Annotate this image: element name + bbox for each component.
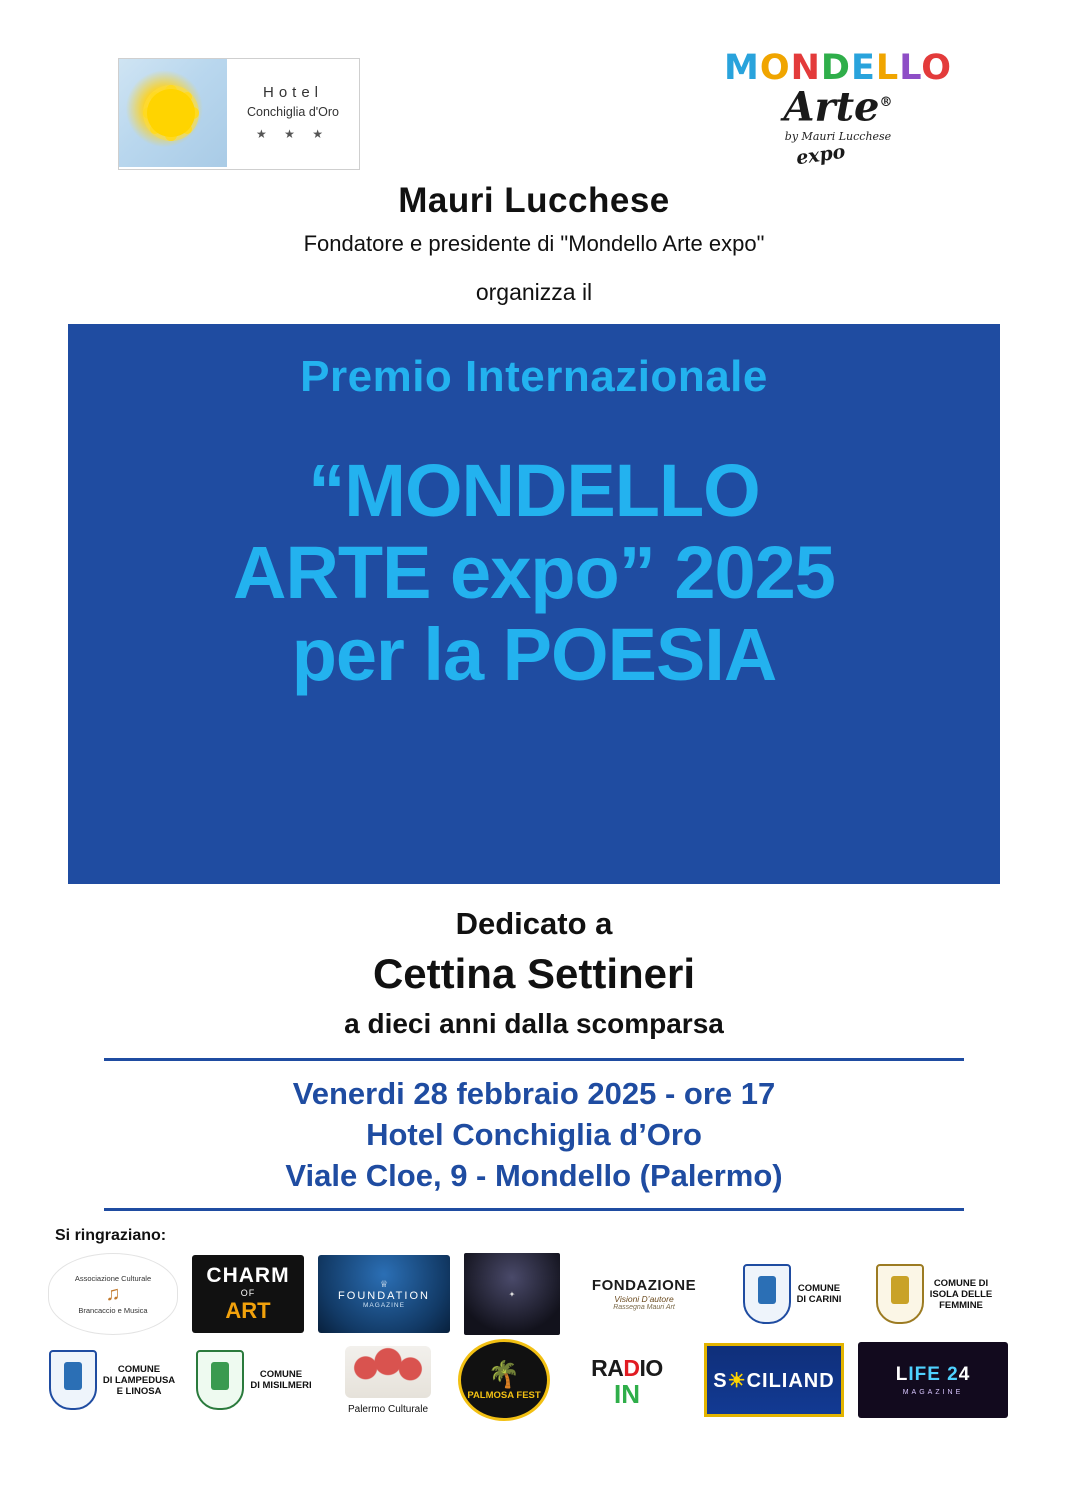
sponsor-label: MAGAZINE xyxy=(363,1302,405,1309)
sponsor-palmosa-fest xyxy=(458,1339,550,1421)
crest-icon xyxy=(196,1350,244,1410)
sponsor-label: FEMMINE xyxy=(939,1299,983,1311)
sponsor-label: CHARM xyxy=(206,1264,290,1287)
event-details xyxy=(0,1061,1068,1196)
sponsor-label-group xyxy=(930,1278,992,1311)
sponsor-dark-art-logo xyxy=(464,1253,560,1335)
sponsor-label: COMUNE DI xyxy=(933,1277,989,1289)
sponsor-charm-of-art xyxy=(192,1255,304,1333)
event-date: Venerdi 28 febbraio 2025 - ore 17 xyxy=(292,1076,776,1111)
hotel-conchiglia-logo xyxy=(118,58,360,170)
sponsor-label: Palermo Culturale xyxy=(347,1403,429,1415)
dedication-note: a dieci anni dalla scomparsa xyxy=(344,1008,724,1039)
mondello-letter: O xyxy=(921,48,953,88)
sponsor-label: RADIO xyxy=(591,1354,663,1381)
sponsor-comune-di-misilmeri xyxy=(190,1341,318,1419)
mondello-letter: E xyxy=(850,48,876,88)
sponsor-comune-di-lampedusa-e-linosa xyxy=(48,1341,176,1419)
cathedral-domes-icon xyxy=(345,1346,431,1398)
palm-tree-icon: 🌴 xyxy=(487,1359,521,1389)
crown-icon: ♕ xyxy=(379,1279,389,1289)
mondello-logo-expo: expo xyxy=(794,140,847,170)
sponsor-label: Brancaccio e Musica xyxy=(78,1305,148,1315)
divider-bottom xyxy=(104,1208,964,1211)
crest-icon xyxy=(49,1350,97,1410)
sponsor-radio-in xyxy=(564,1349,690,1411)
mondello-letter: N xyxy=(790,48,821,88)
sponsor-label: FOUNDATION xyxy=(338,1290,430,1302)
sponsor-label: COMUNE xyxy=(259,1369,303,1380)
sponsor-label: COMUNE xyxy=(797,1283,841,1294)
sponsor-label: FONDAZIONE xyxy=(591,1277,697,1294)
sponsor-logos xyxy=(0,1251,1068,1423)
sun-icon xyxy=(119,59,227,167)
sponsor-label: Associazione Culturale xyxy=(74,1273,152,1283)
event-venue: Hotel Conchiglia d’Oro xyxy=(366,1117,702,1152)
sponsor-row xyxy=(48,1337,1020,1423)
sponsor-label-group xyxy=(797,1283,842,1305)
sponsor-fondazione-visioni-dautore xyxy=(574,1256,714,1332)
mondello-letter: L xyxy=(899,48,922,88)
sponsor-siciliand xyxy=(704,1343,844,1417)
organizer-name: Mauri Lucchese xyxy=(398,181,670,220)
mondello-logo-byline: by Mauri Lucchese xyxy=(784,130,892,144)
dedication-to: Dedicato a xyxy=(455,906,613,941)
sponsor-label: DI CARINI xyxy=(796,1294,842,1305)
sponsor-row xyxy=(48,1251,1020,1337)
sponsor-label: Rassegna Mauri Art xyxy=(613,1304,675,1311)
sponsor-foundation-magazine xyxy=(318,1255,450,1333)
top-logo-bar xyxy=(0,0,1068,175)
sponsors-thanks-label: Si ringraziano: xyxy=(55,1227,167,1244)
event-address: Viale Cloe, 9 - Mondello (Palermo) xyxy=(285,1158,783,1193)
sponsor-life24-magazine xyxy=(858,1342,1008,1418)
award-banner xyxy=(68,324,1000,884)
mondello-letter: D xyxy=(820,48,851,88)
sponsor-label: Visioni D’autore xyxy=(614,1294,674,1304)
sponsor-label: DI MISILMERI xyxy=(250,1380,312,1391)
sponsor-label: IN xyxy=(614,1378,640,1409)
organizes-label: organizza il xyxy=(475,279,593,305)
sponsor-palermo-culturale xyxy=(332,1339,444,1421)
sponsor-label-group xyxy=(103,1364,175,1397)
award-title-line-1: “MONDELLO xyxy=(308,449,760,532)
sponsor-label: LIFE 24 xyxy=(895,1364,971,1385)
hotel-logo-subtitle: Conchiglia d'Oro xyxy=(246,104,340,119)
hotel-logo-stars: ★ ★ ★ xyxy=(256,126,330,141)
sponsor-label: S☀CILIAND xyxy=(713,1369,835,1392)
mondello-letter: O xyxy=(759,48,791,88)
crest-icon xyxy=(743,1264,791,1324)
sparkle-icon: ✦ xyxy=(508,1289,516,1299)
sponsor-label-group xyxy=(250,1369,311,1391)
sponsor-label: ISOLA DELLE xyxy=(929,1288,993,1300)
registered-mark: ® xyxy=(879,95,893,110)
hotel-logo-name: Hotel xyxy=(262,83,324,101)
mondello-letter: L xyxy=(875,48,900,88)
music-note-icon: ♫ xyxy=(105,1282,121,1305)
sponsor-comune-di-carini xyxy=(728,1255,856,1333)
sponsor-label: DI LAMPEDUSA xyxy=(102,1374,176,1386)
award-title-line-2: ARTE expo” 2025 xyxy=(233,531,835,614)
sponsor-label: COMUNE xyxy=(117,1363,161,1375)
award-kicker: Premio Internazionale xyxy=(300,352,768,401)
sponsor-comune-di-isola-delle-femmine xyxy=(870,1255,998,1333)
sponsor-brancaccio-e-musica xyxy=(48,1253,178,1335)
sponsor-label: MAGAZINE xyxy=(902,1389,964,1396)
award-title xyxy=(233,450,835,696)
mondello-letter: M xyxy=(723,48,760,88)
sponsor-label: ART xyxy=(225,1298,271,1323)
mondello-logo-arte-text: Arte xyxy=(783,83,880,131)
award-title-line-3: per la POESIA xyxy=(291,613,777,696)
hotel-logo-text xyxy=(227,59,359,169)
sponsor-label: E LINOSA xyxy=(116,1385,162,1397)
sponsor-label: PALMOSA FEST xyxy=(467,1390,541,1401)
mondello-arte-expo-logo xyxy=(708,48,968,168)
dedication-name: Cettina Settineri xyxy=(372,950,696,997)
crest-icon xyxy=(876,1264,924,1324)
organizer-role: Fondatore e presidente di "Mondello Arte expo" xyxy=(303,231,765,256)
sponsor-label: OF xyxy=(240,1288,256,1298)
